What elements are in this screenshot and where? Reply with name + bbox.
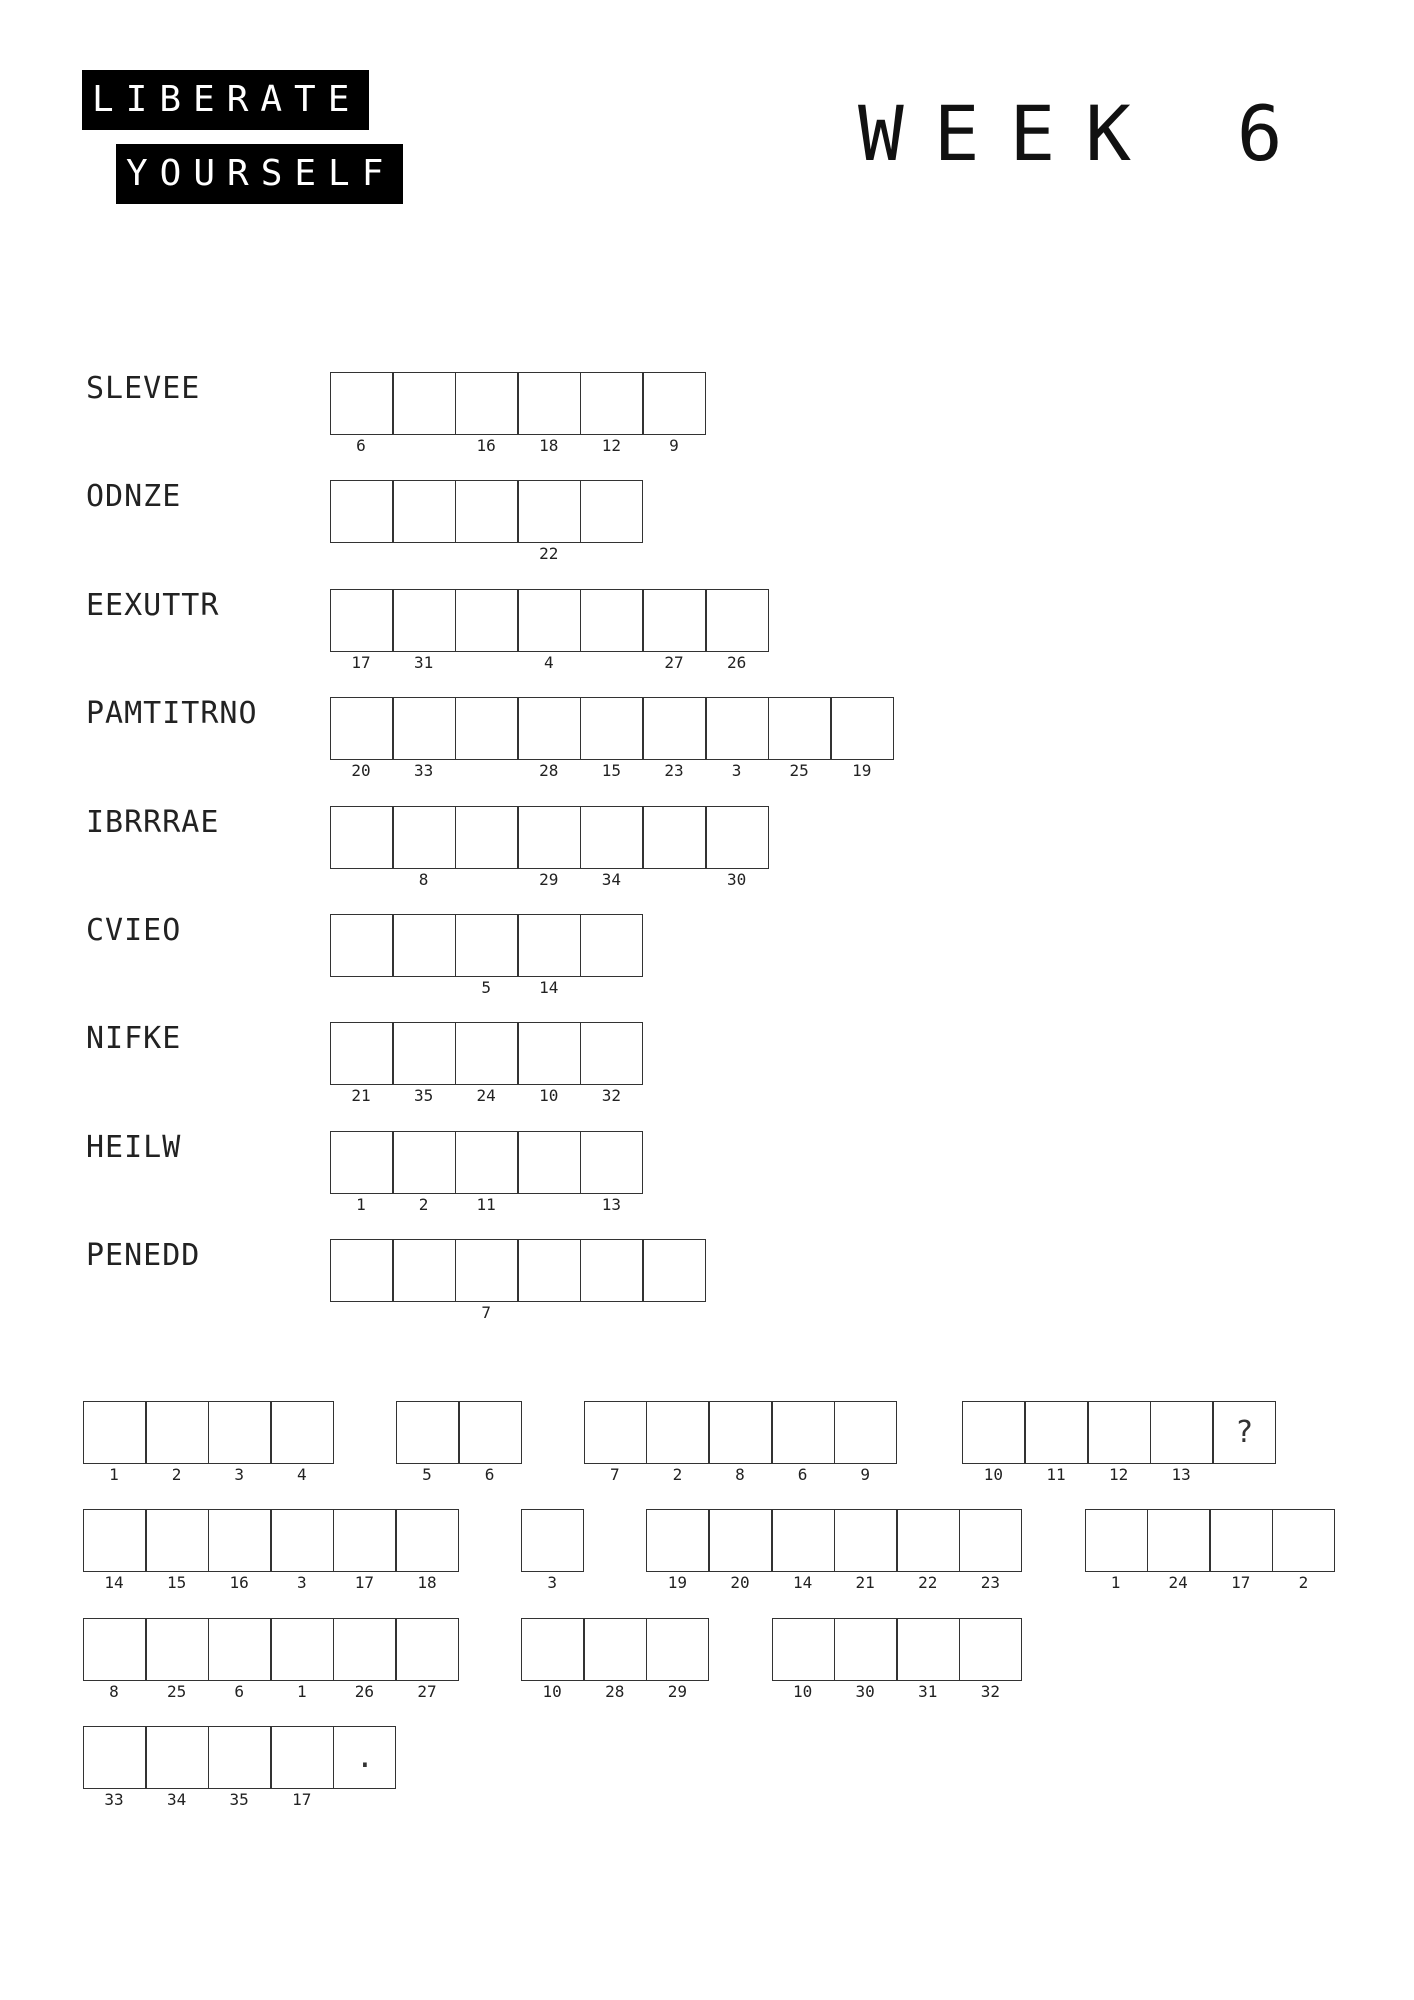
letter-index-number: 13: [601, 1194, 622, 1214]
answer-box[interactable]: [643, 372, 706, 435]
phrase-index-number: 10: [792, 1681, 813, 1701]
phrase-answer-box[interactable]: [271, 1618, 334, 1681]
phrase-index-number: 33: [104, 1790, 124, 1810]
phrase-answer-box[interactable]: [271, 1726, 334, 1789]
phrase-answer-box[interactable]: [208, 1401, 271, 1464]
phrase-answer-box[interactable]: [208, 1618, 271, 1681]
answer-box[interactable]: [393, 589, 456, 652]
phrase-index-number: 6: [797, 1465, 808, 1484]
phrase-answer-box[interactable]: [962, 1401, 1025, 1464]
letter-index-number: 9: [669, 436, 679, 455]
answer-box[interactable]: [580, 914, 643, 977]
phrase-answer-box[interactable]: [646, 1618, 709, 1681]
answer-box[interactable]: [706, 589, 769, 652]
phrase-answer-box[interactable]: [396, 1401, 459, 1464]
phrase-index-number: 4: [296, 1465, 307, 1484]
answer-box[interactable]: [393, 372, 456, 435]
answer-box[interactable]: [455, 697, 518, 760]
letter-index-number: 23: [664, 761, 684, 781]
phrase-index-number: 12: [1108, 1465, 1129, 1484]
phrase-answer-box[interactable]: [1088, 1401, 1151, 1464]
phrase-answer-box[interactable]: [1025, 1401, 1088, 1464]
phrase-answer-box[interactable]: [584, 1618, 647, 1681]
letter-index-number: 12: [601, 436, 622, 455]
answer-box[interactable]: [643, 806, 706, 869]
letter-index-number: 26: [726, 652, 747, 672]
phrase-index-number: 17: [1231, 1573, 1251, 1593]
phrase-answer-box[interactable]: [521, 1618, 584, 1681]
answer-box[interactable]: [643, 1239, 706, 1302]
phrase-index-number: 3: [547, 1573, 557, 1593]
phrase-index-number: 23: [980, 1573, 1001, 1593]
phrase-answer-box[interactable]: [646, 1401, 709, 1464]
phrase-index-number: 6: [234, 1681, 244, 1701]
phrase-answer-box[interactable]: [1150, 1401, 1213, 1464]
phrase-answer-box[interactable]: [1085, 1509, 1148, 1572]
phrase-answer-box[interactable]: [396, 1509, 459, 1572]
phrase-index-number: 29: [667, 1681, 688, 1701]
letter-index-number: 32: [601, 1086, 622, 1106]
answer-box[interactable]: [580, 372, 643, 435]
answer-box[interactable]: [455, 914, 518, 977]
phrase-index-number: 8: [735, 1465, 745, 1484]
phrase-answer-box[interactable]: [208, 1726, 271, 1789]
phrase-index-number: 20: [730, 1573, 750, 1593]
letter-index-number: 16: [476, 436, 496, 455]
phrase-index-number: 11: [1046, 1465, 1066, 1484]
letter-index-number: 30: [726, 869, 747, 889]
phrase-index-number: 28: [605, 1681, 625, 1701]
answer-box[interactable]: [455, 806, 518, 869]
phrase-answer-box[interactable]: [333, 1618, 396, 1681]
phrase-answer-box[interactable]: [83, 1509, 146, 1572]
answer-box[interactable]: [768, 697, 831, 760]
answer-box[interactable]: [518, 806, 581, 869]
phrase-index-number: 5: [422, 1465, 432, 1484]
phrase-answer-box[interactable]: [396, 1618, 459, 1681]
phrase-answer-box[interactable]: [459, 1401, 522, 1464]
phrase-answer-box[interactable]: [897, 1509, 960, 1572]
letter-index-number: 25: [789, 761, 809, 781]
brand-label-yourself: YOURSELF: [116, 144, 403, 204]
answer-box[interactable]: [330, 914, 393, 977]
letter-index-number: 6: [356, 436, 366, 455]
week-title: WEEK 6: [858, 89, 1313, 178]
answer-box[interactable]: [455, 1239, 518, 1302]
phrase-answer-box[interactable]: [83, 1726, 146, 1789]
phrase-answer-box[interactable]: [584, 1401, 647, 1464]
answer-box[interactable]: [643, 697, 706, 760]
answer-box[interactable]: [706, 697, 769, 760]
phrase-answer-box[interactable]: [1210, 1509, 1273, 1572]
letter-index-number: 17: [351, 652, 371, 672]
phrase-index-number: 31: [918, 1681, 938, 1701]
phrase-index-number: 2: [672, 1465, 683, 1484]
phrase-index-number: 3: [296, 1573, 307, 1593]
phrase-answer-box[interactable]: [271, 1509, 334, 1572]
answer-box[interactable]: [580, 589, 643, 652]
phrase-index-number: 21: [855, 1573, 875, 1593]
question-mark-box: ?: [1213, 1401, 1276, 1464]
answer-box[interactable]: [330, 806, 393, 869]
phrase-answer-box[interactable]: [772, 1401, 835, 1464]
phrase-answer-box[interactable]: [709, 1401, 772, 1464]
phrase-answer-box[interactable]: [333, 1509, 396, 1572]
phrase-index-number: 17: [292, 1790, 312, 1810]
phrase-answer-box[interactable]: [959, 1618, 1022, 1681]
letter-index-number: 31: [413, 652, 434, 672]
letter-index-number: 27: [664, 652, 684, 672]
letter-index-number: 8: [418, 869, 429, 889]
answer-box[interactable]: [580, 1022, 643, 1085]
answer-box[interactable]: [330, 372, 393, 435]
phrase-index-number: 10: [542, 1681, 562, 1701]
letter-index-number: 14: [539, 978, 559, 997]
answer-box[interactable]: [518, 372, 581, 435]
answer-box[interactable]: [518, 589, 581, 652]
answer-box[interactable]: [330, 697, 393, 760]
letter-index-number: 33: [413, 761, 434, 781]
phrase-answer-box[interactable]: [521, 1509, 584, 1572]
period-box: .: [333, 1726, 396, 1789]
phrase-index-number: 10: [983, 1465, 1004, 1484]
phrase-index-number: 2: [1298, 1573, 1309, 1593]
letter-index-number: 1: [356, 1194, 366, 1214]
letter-index-number: 28: [539, 761, 559, 781]
answer-box[interactable]: [518, 1022, 581, 1085]
phrase-answer-box[interactable]: [897, 1618, 960, 1681]
phrase-answer-box[interactable]: [146, 1509, 209, 1572]
phrase-answer-box[interactable]: [646, 1509, 709, 1572]
phrase-index-number: 17: [354, 1573, 375, 1593]
phrase-answer-box[interactable]: [146, 1401, 209, 1464]
answer-box[interactable]: [455, 372, 518, 435]
phrase-index-number: 19: [667, 1573, 688, 1593]
letter-index-number: 29: [539, 869, 559, 889]
phrase-index-number: 9: [860, 1465, 870, 1484]
phrase-answer-box[interactable]: [146, 1618, 209, 1681]
letter-index-number: 2: [418, 1194, 429, 1214]
letter-index-number: 21: [351, 1086, 371, 1106]
phrase-index-number: 16: [229, 1573, 249, 1593]
phrase-index-number: 18: [417, 1573, 437, 1593]
phrase-index-number: 6: [484, 1465, 495, 1484]
scrambled-word: IBRRRAE: [86, 804, 220, 840]
phrase-index-number: 35: [229, 1790, 249, 1810]
answer-box[interactable]: [330, 1131, 393, 1194]
phrase-index-number: 1: [1110, 1573, 1121, 1593]
brand-label-liberate: LIBERATE: [82, 70, 369, 130]
letter-index-number: 10: [539, 1086, 559, 1106]
phrase-index-number: 25: [166, 1681, 187, 1701]
scrambled-word: HEILW: [86, 1129, 182, 1165]
phrase-answer-box[interactable]: [772, 1618, 835, 1681]
scrambled-word: CVIEO: [86, 913, 182, 948]
answer-box[interactable]: [393, 1022, 456, 1085]
letter-index-number: 34: [601, 869, 622, 889]
phrase-answer-box[interactable]: [834, 1618, 897, 1681]
letter-index-number: 18: [539, 436, 559, 455]
answer-box[interactable]: [393, 914, 456, 977]
answer-box[interactable]: [831, 697, 894, 760]
answer-box[interactable]: [580, 1131, 643, 1194]
scrambled-word: NIFKE: [86, 1021, 182, 1057]
answer-box[interactable]: [393, 697, 456, 760]
answer-box[interactable]: [518, 480, 581, 543]
phrase-index-number: 1: [109, 1465, 119, 1484]
answer-box[interactable]: [330, 1239, 393, 1302]
phrase-answer-box[interactable]: [772, 1509, 835, 1572]
answer-box[interactable]: [518, 1131, 581, 1194]
answer-box[interactable]: [580, 806, 643, 869]
phrase-index-number: 14: [792, 1573, 813, 1593]
phrase-index-number: 27: [417, 1681, 437, 1701]
letter-index-number: 15: [601, 761, 622, 781]
scrambled-word: EEXUTTR: [86, 587, 220, 623]
phrase-index-number: 34: [166, 1790, 187, 1810]
phrase-answer-box[interactable]: [271, 1401, 334, 1464]
letter-index-number: 24: [476, 1086, 496, 1106]
phrase-answer-box[interactable]: [959, 1509, 1022, 1572]
answer-box[interactable]: [580, 697, 643, 760]
phrase-index-number: 8: [109, 1681, 119, 1701]
letter-index-number: 35: [413, 1086, 434, 1106]
phrase-index-number: 13: [1171, 1465, 1191, 1484]
phrase-index-number: 2: [171, 1465, 182, 1484]
answer-box[interactable]: [580, 480, 643, 543]
phrase-answer-box[interactable]: [834, 1509, 897, 1572]
answer-box[interactable]: [393, 1239, 456, 1302]
letter-index-number: 4: [543, 652, 554, 672]
letter-index-number: 22: [539, 544, 559, 564]
answer-box[interactable]: [706, 806, 769, 869]
answer-box[interactable]: [330, 480, 393, 543]
phrase-index-number: 3: [234, 1465, 244, 1484]
phrase-index-number: 24: [1168, 1573, 1188, 1593]
letter-index-number: 11: [476, 1194, 496, 1214]
answer-box[interactable]: [518, 697, 581, 760]
phrase-answer-box[interactable]: [1147, 1509, 1210, 1572]
phrase-answer-box[interactable]: [208, 1509, 271, 1572]
phrase-index-number: 26: [354, 1681, 375, 1701]
letter-index-number: 5: [481, 978, 491, 997]
answer-box[interactable]: [643, 589, 706, 652]
letter-index-number: 7: [481, 1303, 491, 1323]
letter-index-number: 19: [852, 761, 872, 781]
scrambled-word: ODNZE: [86, 479, 182, 515]
scrambled-word: PAMTITRNO: [86, 696, 258, 732]
answer-box[interactable]: [518, 914, 581, 977]
phrase-index-number: 30: [855, 1681, 875, 1701]
answer-box[interactable]: [455, 1131, 518, 1194]
letter-index-number: 3: [731, 761, 742, 781]
answer-box[interactable]: [455, 480, 518, 543]
letter-index-number: 20: [351, 761, 371, 781]
answer-box[interactable]: [330, 589, 393, 652]
phrase-answer-box[interactable]: [834, 1401, 897, 1464]
phrase-answer-box[interactable]: [1272, 1509, 1335, 1572]
phrase-index-number: 14: [104, 1573, 124, 1593]
phrase-answer-box[interactable]: [83, 1618, 146, 1681]
answer-box[interactable]: [393, 1131, 456, 1194]
phrase-index-number: 15: [166, 1573, 187, 1593]
answer-box[interactable]: [330, 1022, 393, 1085]
phrase-answer-box[interactable]: [146, 1726, 209, 1789]
answer-box[interactable]: [455, 589, 518, 652]
phrase-answer-box[interactable]: [709, 1509, 772, 1572]
scrambled-word: SLEVEE: [86, 371, 201, 406]
answer-box[interactable]: [518, 1239, 581, 1302]
answer-box[interactable]: [393, 806, 456, 869]
phrase-index-number: 32: [980, 1681, 1001, 1701]
answer-box[interactable]: [580, 1239, 643, 1302]
answer-box[interactable]: [455, 1022, 518, 1085]
phrase-index-number: 1: [296, 1681, 307, 1701]
phrase-index-number: 7: [609, 1465, 620, 1484]
phrase-answer-box[interactable]: [83, 1401, 146, 1464]
scrambled-word: PENEDD: [86, 1238, 201, 1274]
answer-box[interactable]: [393, 480, 456, 543]
phrase-index-number: 22: [918, 1573, 938, 1593]
